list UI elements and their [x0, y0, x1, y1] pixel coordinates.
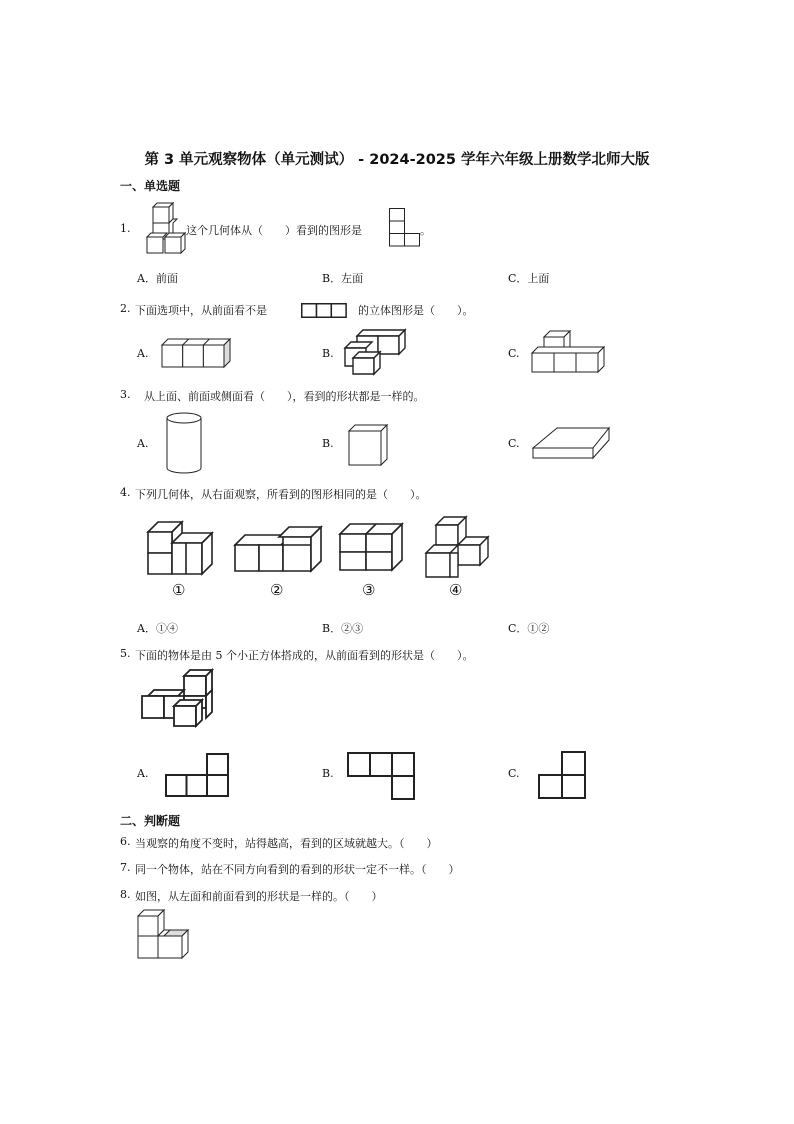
question-4-option-a[interactable]: A．①④	[137, 622, 178, 635]
question-4-figure-1	[146, 520, 214, 576]
question-3-option-b-cube[interactable]	[347, 423, 389, 467]
question-2-option-c-figure[interactable]	[530, 331, 606, 375]
question-2-view-shape	[301, 303, 347, 318]
question-3-option-a[interactable]: A.	[137, 437, 149, 450]
question-5-solid-figure	[140, 668, 214, 728]
section-heading-single-choice: 一、单选题	[120, 179, 181, 193]
question-4-label-3: ③	[362, 581, 376, 599]
question-2-option-a-figure[interactable]	[160, 337, 232, 369]
question-1-option-a[interactable]: A．前面	[137, 272, 178, 285]
question-4-text: 下列几何体，从右面观察，所看到的图形相同的是（ ）。	[135, 488, 427, 501]
question-5-option-c-shape[interactable]	[538, 751, 586, 799]
question-3-option-c-slab[interactable]	[531, 426, 611, 461]
question-2-number: 2.	[120, 302, 131, 315]
question-3-option-b[interactable]: B.	[322, 437, 334, 450]
question-5-number: 5.	[120, 647, 131, 660]
section-heading-true-false: 二、判断题	[120, 814, 181, 828]
question-2-option-b[interactable]: B.	[322, 347, 334, 360]
question-4-label-4: ④	[449, 581, 463, 599]
question-6-text: 当观察的角度不变时，站得越高，看到的区域就越大。（ ）	[135, 837, 438, 850]
question-8-text: 如图，从左面和前面看到的形状是一样的。（ ）	[135, 890, 383, 903]
question-4-label-1: ①	[172, 581, 186, 599]
question-2-option-a[interactable]: A.	[137, 347, 149, 360]
question-2-option-c[interactable]: C.	[508, 347, 520, 360]
question-5-text: 下面的物体是由 5 个小正方体搭成的，从前面看到的形状是（ ）。	[135, 649, 474, 662]
page-title: 第 3 单元观察物体（单元测试） - 2024-2025 学年六年级上册数学北师大版	[144, 152, 650, 168]
question-4-number: 4.	[120, 486, 131, 499]
question-3-text: 从上面、前面或侧面看（ ），看到的形状都是一样的。	[144, 390, 425, 403]
question-1-text-end: 。	[420, 224, 431, 237]
question-8-number: 8.	[120, 888, 131, 901]
question-1-solid-figure	[143, 203, 185, 255]
question-1-option-c[interactable]: C．上面	[508, 272, 550, 285]
question-2-text-end: 的立体图形是（ ）。	[358, 304, 474, 317]
question-5-option-b-shape[interactable]	[347, 752, 415, 800]
question-3-option-a-cylinder[interactable]	[165, 412, 203, 476]
question-7-number: 7.	[120, 861, 131, 874]
question-1-text: 这个几何体从（ ）看到的图形是	[186, 224, 362, 237]
question-5-option-a[interactable]: A.	[137, 767, 149, 780]
question-5-option-a-shape[interactable]	[165, 753, 229, 797]
question-4-option-c[interactable]: C．①②	[508, 622, 550, 635]
question-4-option-b[interactable]: B．②③	[322, 622, 364, 635]
question-4-figure-2	[233, 525, 323, 573]
question-4-figure-4	[424, 515, 490, 579]
question-4-figure-3	[338, 522, 404, 572]
question-5-option-b[interactable]: B.	[322, 767, 334, 780]
question-8-solid-figure	[136, 910, 190, 960]
question-4-label-2: ②	[270, 581, 284, 599]
question-3-option-c[interactable]: C.	[508, 437, 520, 450]
question-2-text: 下面选项中，从前面看不是	[135, 304, 267, 317]
question-1-option-b[interactable]: B．左面	[322, 272, 364, 285]
question-6-number: 6.	[120, 835, 131, 848]
question-5-option-c[interactable]: C.	[508, 767, 520, 780]
question-7-text: 同一个物体，站在不同方向看到的看到的形状一定不一样。（ ）	[135, 863, 460, 876]
question-1-view-shape	[389, 208, 420, 247]
question-2-option-b-figure[interactable]	[343, 330, 407, 376]
question-1-number: 1.	[120, 222, 131, 235]
question-3-number: 3.	[120, 388, 131, 401]
